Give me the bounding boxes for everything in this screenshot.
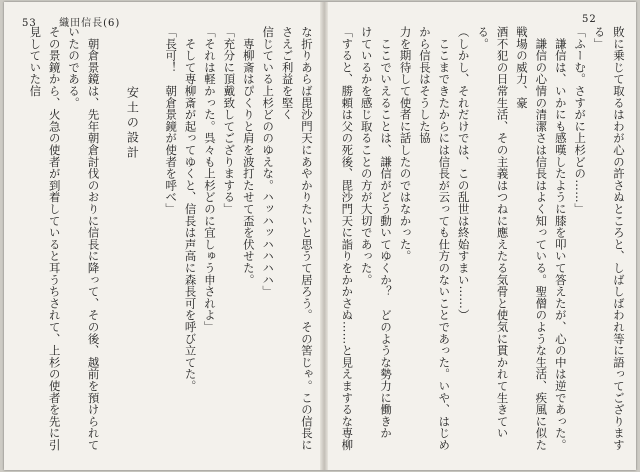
text-line: 「充分に頂戴致してござりまする」 [222,26,237,215]
text-line [141,26,160,458]
text-line: けているかを感じ取ることの方が大切であった。 [359,26,374,286]
book-spread [4,2,636,470]
text-line: その景鏡から、火急の使者が到着していると耳うちされて、上杉の使者を先に引見していた信 [28,26,62,451]
text-line: 「長可！ 朝倉景鏡が使者を呼べ」 [164,26,179,215]
text-line: 酒不犯の日常生活、その主義はつねに應えたる気骨と使気に貫かれて生きている。 [476,26,510,439]
text-line: 謙信の心情の清潔さは信長はよく知っている。聖僧のような生活、疾風に似た戦場の威力、豪 [514,26,549,451]
text-line: 力を期待して使者に話したのではなかった。 [398,26,413,262]
text-line: ここまできたからには信長が云っても仕方のないことであった。いや、はじめから信長はそうした協 [417,26,452,451]
text-line: 朝倉景鏡は、先年朝倉討伐のおりに信長に降って、その後、越前を預けられていたのである。 [67,26,101,451]
left-page-title: 織田信長(6) [59,18,121,29]
left-page-body [28,26,316,458]
text-line: 信じている上杉どののゆえな。ハッハッハハハハ」 [261,26,276,298]
text-line: 「それは軽かった。呉々も上杉どのに宜しゅう申されよ」 [202,26,217,333]
right-page-header [582,14,597,25]
text-line: そして専柳斎が起ってゆくと、信長は声高に森長可を呼び立てた。 [183,26,198,392]
right-page-number: 52 [582,14,597,25]
book-gutter [320,2,328,470]
text-line: （しかし、それだけでは、この乱世は終始すまい……） [456,26,471,321]
text-line: ここでいえることは、謙信がどう動いてゆくか？ どのような勢力に働きか [379,26,394,439]
text-line: 謙信は、いかにも感嘆したように膝を叩いて答えたが、心の中は逆であった。 [553,26,568,451]
text-line: 敗に乗じて取るはわが心の許さぬところと、しばしばわれ等に語ってござりまする」 [592,26,626,451]
text-line: 専柳斎はぴくりと肩を波打たせて盃を伏せた。 [241,26,256,286]
text-line: 「ふーむ。さすがに上杉どの……」 [573,26,588,215]
text-line: な折りあらば毘沙門天にあやかりたいと思うて居ろう。その筈じゃ。この信長にさえご利益を堅く [280,26,314,451]
left-page-number: 53 [22,18,37,29]
text-line [103,26,122,458]
text-line: 「すると、勝頼は父の死後、毘沙門天に詣りをかかさぬ……と見えまするな専柳 [340,26,355,451]
right-page-body [334,26,628,458]
chapter-heading: 安土の設計 [125,86,140,161]
